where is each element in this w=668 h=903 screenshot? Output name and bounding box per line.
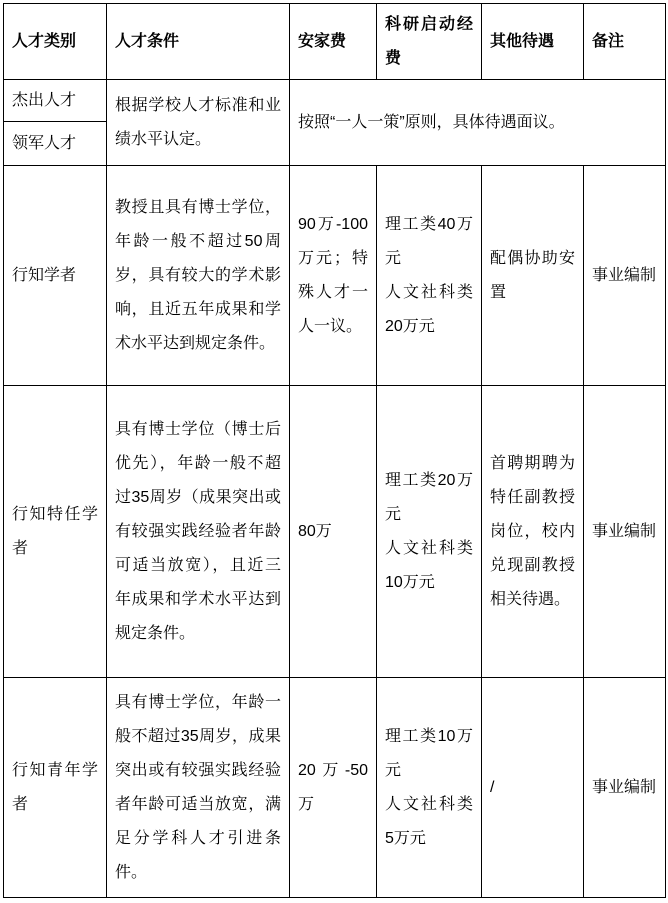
talent-recruitment-table	[3, 3, 666, 898]
cell-category-outstanding: 杰出人才	[4, 80, 107, 122]
research-fund-science: 理工类40万元	[385, 215, 473, 267]
cell-other-treatment: 首聘期聘为特任副教授岗位，校内兑现副教授相关待遇。	[482, 386, 584, 678]
header-other-treatment: 其他待遇	[482, 4, 584, 80]
cell-settling-fee: 20万-50万	[290, 678, 377, 898]
research-fund-humanities: 人文社科类10万元	[385, 539, 473, 591]
row-outstanding-talent	[4, 80, 666, 122]
row-xingzhi-special-scholar	[4, 386, 666, 678]
header-talent-category: 人才类别	[4, 4, 107, 80]
cell-research-fund	[377, 166, 482, 386]
research-fund-science: 理工类20万元	[385, 471, 473, 523]
cell-negotiated-treatment: 按照“一人一策”原则，具体待遇面议。	[290, 80, 666, 166]
cell-settling-fee: 80万	[290, 386, 377, 678]
cell-remark: 事业编制	[584, 386, 666, 678]
header-research-startup-fund: 科研启动经费	[377, 4, 482, 80]
cell-other-treatment: /	[482, 678, 584, 898]
header-remark: 备注	[584, 4, 666, 80]
cell-category: 行知特任学者	[4, 386, 107, 678]
row-xingzhi-young-scholar	[4, 678, 666, 898]
research-fund-science: 理工类10万元	[385, 727, 473, 779]
row-xingzhi-scholar	[4, 166, 666, 386]
cell-condition: 教授且具有博士学位，年龄一般不超过50周岁，具有较大的学术影响，且近五年成果和学术水平达到规定条件。	[107, 166, 290, 386]
header-talent-condition: 人才条件	[107, 4, 290, 80]
cell-category: 行知学者	[4, 166, 107, 386]
cell-category: 行知青年学者	[4, 678, 107, 898]
cell-condition: 具有博士学位，年龄一般不超过35周岁，成果突出或有较强实践经验者年龄可适当放宽，满足分学科人才引进条件。	[107, 678, 290, 898]
cell-research-fund	[377, 678, 482, 898]
header-row	[4, 4, 666, 80]
cell-remark: 事业编制	[584, 678, 666, 898]
cell-condition-top-group: 根据学校人才标准和业绩水平认定。	[107, 80, 290, 166]
research-fund-humanities: 人文社科类5万元	[385, 795, 473, 847]
cell-research-fund	[377, 386, 482, 678]
cell-category-leading: 领军人才	[4, 122, 107, 166]
cell-settling-fee: 90万-100万元；特殊人才一人一议。	[290, 166, 377, 386]
research-fund-humanities: 人文社科类20万元	[385, 283, 473, 335]
header-settling-fee: 安家费	[290, 4, 377, 80]
cell-other-treatment: 配偶协助安置	[482, 166, 584, 386]
cell-condition: 具有博士学位（博士后优先），年龄一般不超过35周岁（成果突出或有较强实践经验者年龄可适当放宽），且近三年成果和学术水平达到规定条件。	[107, 386, 290, 678]
cell-remark: 事业编制	[584, 166, 666, 386]
